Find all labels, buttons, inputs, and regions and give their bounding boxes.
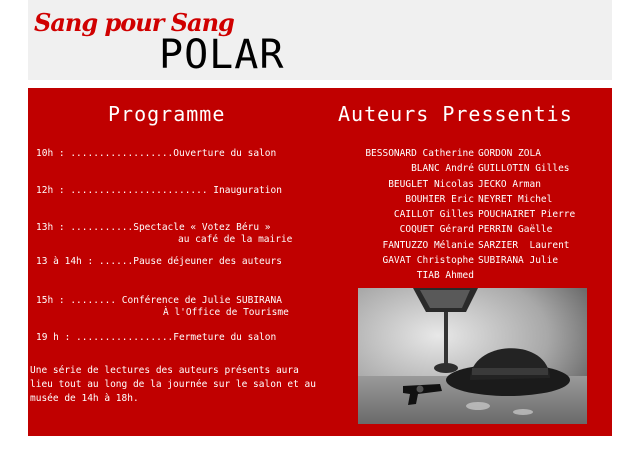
author-left: FANTUZZO Mélanie bbox=[382, 239, 474, 251]
author-left: GAVAT Christophe bbox=[382, 255, 474, 267]
author-row bbox=[340, 177, 575, 192]
author-right: GORDON ZOLA bbox=[478, 148, 541, 159]
author-right: NEYRET Michel bbox=[478, 193, 553, 205]
author-right: JECKO Arman bbox=[478, 178, 541, 190]
author-row bbox=[340, 238, 575, 253]
programme-note: Une série de lectures des auteurs présents aura lieu tout au long de la journée sur le salon et au musée de 14h à 18h. bbox=[30, 365, 316, 404]
author-row bbox=[340, 146, 575, 161]
author-left: BESSONARD Catherine bbox=[365, 148, 474, 159]
author-row bbox=[340, 268, 575, 283]
author-left: COQUET Gérard bbox=[399, 224, 474, 236]
programme-item-detail: au café de la mairie bbox=[178, 234, 293, 245]
programme-title: Programme bbox=[108, 102, 226, 126]
author-right bbox=[474, 268, 478, 283]
author-row bbox=[340, 161, 575, 176]
headline-polar: POLAR bbox=[159, 32, 285, 78]
programme-item: 10h : ..................Ouverture du salon bbox=[36, 148, 277, 159]
author-left: TIAB Ahmed bbox=[416, 270, 474, 282]
author-left: BOUHIER Eric bbox=[405, 193, 474, 205]
author-left: CAILLOT Gilles bbox=[393, 209, 474, 221]
author-row bbox=[340, 253, 575, 268]
author-row bbox=[340, 222, 575, 237]
noir-photo bbox=[358, 288, 587, 424]
programme-item: 15h : ........ Conférence de Julie SUBIRANA bbox=[36, 295, 282, 306]
author-row bbox=[340, 207, 575, 222]
author-right: POUCHAIRET Pierre bbox=[478, 209, 576, 221]
author-row bbox=[340, 192, 575, 207]
programme-item: 13h : ...........Spectacle « Votez Béru » bbox=[36, 222, 271, 233]
author-right: SARZIER Laurent bbox=[478, 239, 570, 251]
programme-item: 13 à 14h : ......Pause déjeuner des auteurs bbox=[36, 256, 282, 267]
programme-item-detail: À l'Office de Tourisme bbox=[163, 307, 289, 318]
authors-list bbox=[340, 146, 575, 284]
authors-title: Auteurs Pressentis bbox=[338, 102, 573, 126]
programme-item: 12h : ........................ Inauguration bbox=[36, 185, 282, 196]
programme-item: 19 h : .................Fermeture du salon bbox=[36, 332, 277, 343]
brand-title: Sang pour Sang bbox=[34, 8, 234, 37]
author-left: BEUGLET Nicolas bbox=[388, 178, 474, 190]
author-right: GUILLOTIN Gilles bbox=[478, 163, 570, 175]
noir-still-life-image bbox=[358, 288, 587, 424]
author-right: PERRIN Gaëlle bbox=[478, 224, 553, 236]
author-left: BLANC André bbox=[411, 163, 474, 175]
header-band bbox=[28, 0, 612, 80]
author-right: SUBIRANA Julie bbox=[478, 255, 559, 267]
red-panel bbox=[28, 88, 612, 436]
